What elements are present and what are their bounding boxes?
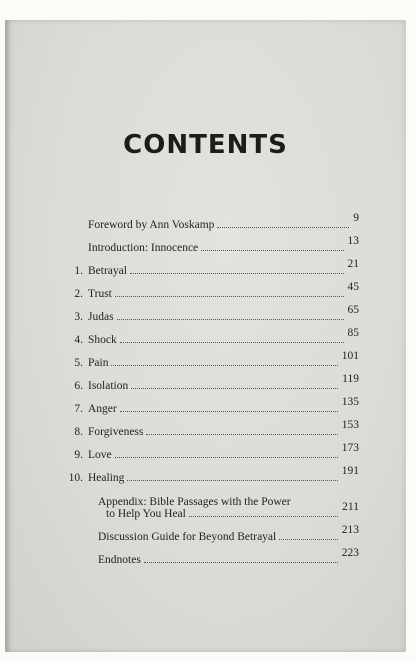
toc-entry-discussion-guide xyxy=(65,520,359,543)
toc-entry-chapter xyxy=(65,346,359,369)
toc-page-number: 85 xyxy=(347,327,359,339)
toc-label: Foreword by Ann Voskamp xyxy=(88,219,215,231)
toc-label-continued: to Help You Heal xyxy=(106,508,186,520)
dot-leader xyxy=(120,342,344,343)
toc-label: Discussion Guide for Beyond Betrayal xyxy=(98,531,277,543)
toc-page-number: 211 xyxy=(342,501,359,513)
toc-label: Judas xyxy=(88,311,114,323)
dot-leader xyxy=(279,539,338,540)
toc-page-number: 65 xyxy=(347,304,359,316)
chapter-number: 5. xyxy=(74,357,83,369)
chapter-number: 7. xyxy=(74,403,83,415)
toc-entry-chapter xyxy=(65,254,359,277)
toc-page-number: 213 xyxy=(341,524,359,536)
chapter-number: 10. xyxy=(68,472,83,484)
toc-label: Trust xyxy=(88,288,112,300)
toc-entry-chapter xyxy=(65,415,359,438)
chapter-number: 1. xyxy=(74,265,83,277)
toc-entry-chapter xyxy=(65,461,359,484)
toc-entry-chapter xyxy=(65,369,359,392)
dot-leader xyxy=(201,250,343,251)
toc-entry-chapter xyxy=(65,277,359,300)
toc-page-number: 153 xyxy=(341,419,359,431)
toc-entry-appendix xyxy=(65,484,359,520)
dot-leader xyxy=(189,516,338,517)
dot-leader xyxy=(217,227,349,228)
chapter-number: 4. xyxy=(74,334,83,346)
chapter-number: 8. xyxy=(74,426,83,438)
toc-page-number: 191 xyxy=(341,465,359,477)
toc-label: Isolation xyxy=(88,380,129,392)
dot-leader xyxy=(117,319,344,320)
toc-label: Endnotes xyxy=(98,554,141,566)
toc-label: Shock xyxy=(88,334,117,346)
toc-label: Forgiveness xyxy=(88,426,144,438)
toc-label: Pain xyxy=(88,357,109,369)
toc-page-number: 135 xyxy=(341,396,359,408)
toc-label: Love xyxy=(88,449,112,461)
toc-entry-foreword xyxy=(65,208,359,231)
chapter-number: 2. xyxy=(74,288,83,300)
toc-page-number: 13 xyxy=(347,235,359,247)
toc-entry-chapter xyxy=(65,392,359,415)
dot-leader xyxy=(127,480,337,481)
dot-leader xyxy=(146,434,337,435)
toc-label: Betrayal xyxy=(88,265,127,277)
toc-page-number: 119 xyxy=(342,373,359,385)
dot-leader xyxy=(120,411,338,412)
chapter-number: 9. xyxy=(74,449,83,461)
page-title: CONTENTS xyxy=(123,130,288,160)
toc-label: Introduction: Innocence xyxy=(88,242,199,254)
toc-label: Anger xyxy=(88,403,117,415)
toc-page-number: 9 xyxy=(353,212,359,224)
toc-entry-endnotes xyxy=(65,543,359,566)
toc-entry-chapter xyxy=(65,438,359,461)
toc-page-number: 173 xyxy=(341,442,359,454)
dot-leader xyxy=(115,457,338,458)
dot-leader xyxy=(144,562,338,563)
toc-page-number: 223 xyxy=(341,547,359,559)
toc-page-number: 21 xyxy=(347,258,359,270)
toc-entry-chapter xyxy=(65,300,359,323)
dot-leader xyxy=(111,365,337,366)
toc-entry-chapter xyxy=(65,323,359,346)
toc-label: Healing xyxy=(88,472,125,484)
chapter-number: 3. xyxy=(74,311,83,323)
toc-label: Appendix: Bible Passages with the Power xyxy=(98,496,291,508)
dot-leader xyxy=(115,296,344,297)
page-gutter-shadow xyxy=(5,20,11,652)
dot-leader xyxy=(130,273,344,274)
chapter-number: 6. xyxy=(74,380,83,392)
toc-page-number: 45 xyxy=(347,281,359,293)
table-of-contents xyxy=(65,208,359,566)
book-page xyxy=(5,20,406,652)
toc-page-number: 101 xyxy=(341,350,359,362)
dot-leader xyxy=(131,388,338,389)
toc-entry-introduction xyxy=(65,231,359,254)
